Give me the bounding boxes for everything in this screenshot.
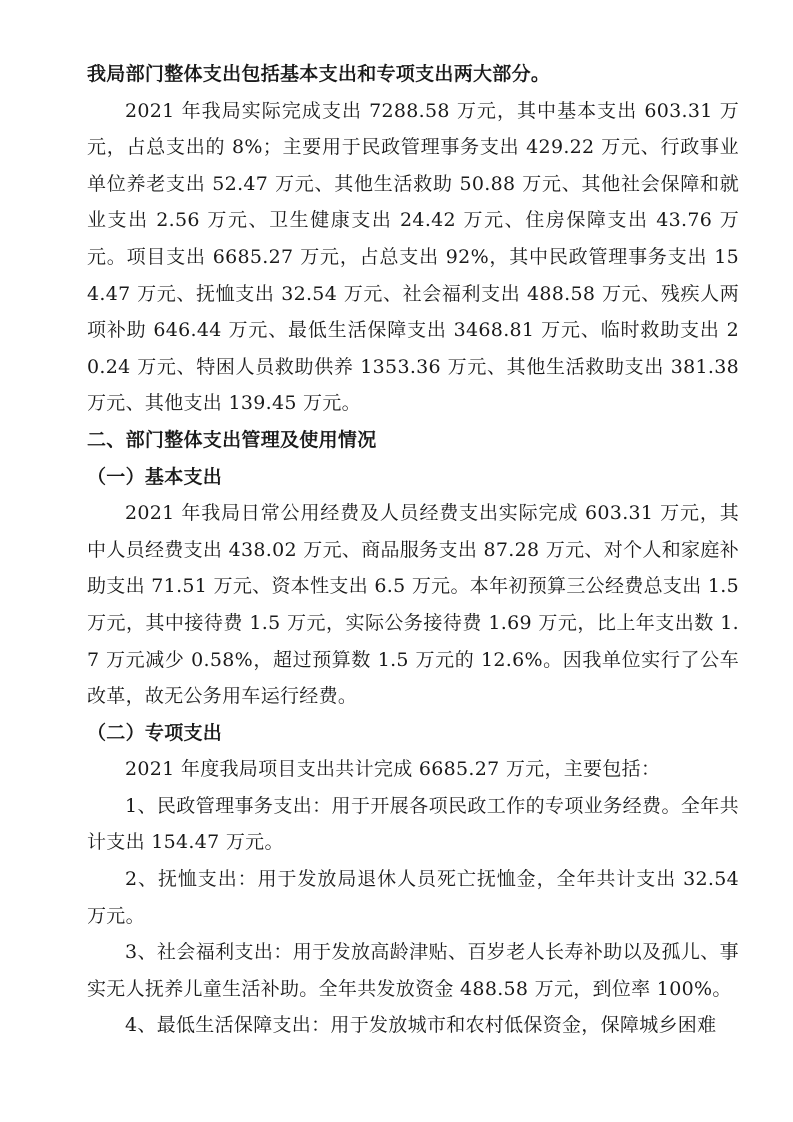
section-heading-2: 二、部门整体支出管理及使用情况 bbox=[87, 428, 377, 451]
document-body bbox=[87, 56, 739, 1044]
list-item-social-welfare: 3、社会福利支出：用于发放高龄津贴、百岁老人长寿补助以及孤儿、事实无人抚养儿童生活补助。全年共发放资金 488.58 万元，到位率 100%。 bbox=[87, 941, 739, 1000]
subheading-special-expenditure: （二）专项支出 bbox=[87, 721, 223, 744]
intro-bold-sentence: 我局部门整体支出包括基本支出和专项支出两大部分。 bbox=[87, 63, 551, 85]
paragraph-expenditure-summary: 2021 年我局实际完成支出 7288.58 万元，其中基本支出 603.31 万元，占总支出的 8%；主要用于民政管理事务支出 429.22 万元、行政事业单位养老支出 52.47 万元、其他生活救助 50.88 万元、其他社会保障和就业支出 2.56 万元、卫生健康支出 24.42 万元、住房保障支出 43.76 万元。项目支出 6685.27 万元，占总支出 92%，其中民政管理事务支出 154.47 万元、抚恤支出 32.54 万元、社会福利支出 488.58 万元、残疾人两项补助 646.44 万元、最低生活保障支出 3468.81 万元、临时救助支出 20.24 万元、特困人员救助供养 1353.36 万元、其他生活救助支出 381.38 万元、其他支出 139.45 万元。 bbox=[87, 99, 739, 415]
list-item-civil-affairs: 1、民政管理事务支出：用于开展各项民政工作的专项业务经费。全年共计支出 154.47 万元。 bbox=[87, 794, 739, 854]
list-item-minimum-living: 4、最低生活保障支出：用于发放城市和农村低保资金，保障城乡困难 bbox=[125, 1014, 717, 1037]
list-item-pension: 2、抚恤支出：用于发放局退休人员死亡抚恤金，全年共计支出 32.54 万元。 bbox=[87, 868, 739, 927]
paragraph-basic-expenditure: 2021 年我局日常公用经费及人员经费支出实际完成 603.31 万元，其中人员经费支出 438.02 万元、商品服务支出 87.28 万元、对个人和家庭补助支出 71.51 万元、资本性支出 6.5 万元。本年初预算三公经费总支出 1.5 万元，其中接待费 1.5 万元，实际公务接待费 1.69 万元，比上年支出数 1.7 万元减少 0.58%，超过预算数 1.5 万元的 12.6%。因我单位实行了公车改革，故无公务用车运行经费。 bbox=[87, 502, 739, 708]
subheading-basic-expenditure: （一）基本支出 bbox=[87, 465, 223, 488]
paragraph-project-total: 2021 年度我局项目支出共计完成 6685.27 万元，主要包括： bbox=[125, 758, 661, 781]
